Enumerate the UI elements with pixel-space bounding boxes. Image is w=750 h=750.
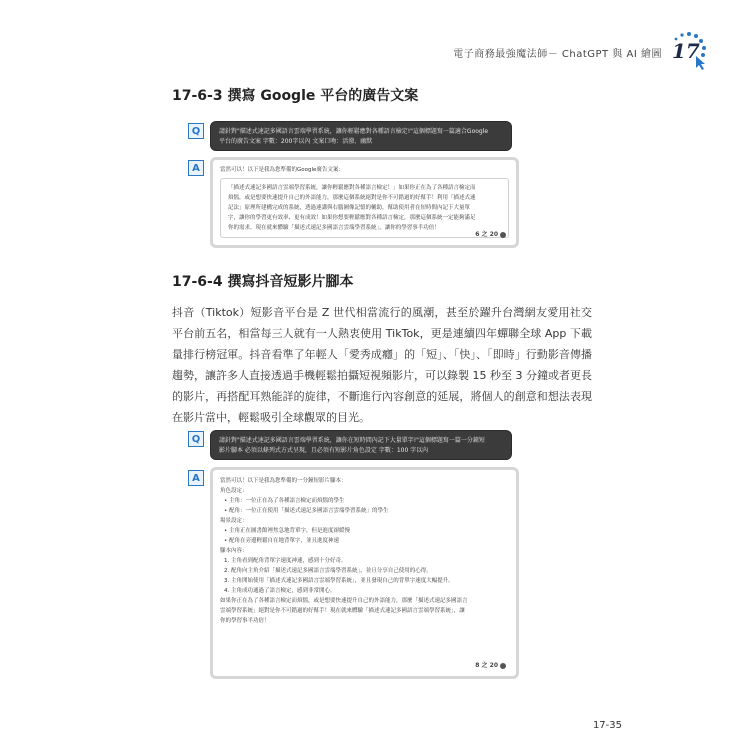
answer-line: 字，讓你的學習更有效率、更有成效！如果你想要輕鬆應對各種語言檢定，那麼這個系統一定能夠滿足	[228, 215, 476, 221]
answer-line: 場景設定：	[220, 518, 248, 524]
question-line: 平台的廣告文案 字數：200字以內 文案口吻：活潑、幽默	[219, 138, 373, 145]
section-heading-tiktok-script: 17-6-4 撰寫抖音短影片腳本	[172, 274, 354, 290]
page-number: 17-35	[592, 720, 622, 731]
running-title: 電子商務最強魔法師－ ChatGPT 與 AI 繪圖	[453, 48, 662, 60]
answer-marker: A	[188, 160, 204, 176]
answer-line: 3. 主角開始使用「描述式速記多國語言雲端學習系統」，並且發現自己的背單字速度大幅提升。	[224, 578, 454, 584]
answer-line: 雲端學習系統」絕對是你不可錯過的好幫手！現在就來體驗「描述式速記多國語言雲端學習系統」，讓	[220, 608, 465, 614]
answer-line: 煩惱，或是想要快速提升自己的外語能力，那麼這個系統絕對是你不可錯過的好幫手！利用「描述式速	[228, 195, 476, 201]
chapter-number: 17	[672, 39, 700, 63]
answer-line: 1. 主角看到配角背單字速度神速，感到十分好奇。	[224, 558, 347, 564]
answer-line: 你的學習事半功倍！	[220, 618, 270, 624]
answer-line: • 主角正在圖書館裡焦急地背單字，但是進度卻緩慢	[224, 528, 350, 534]
answer-line: 當然可以！以下是我為您準備的一分鐘短影片腳本：	[220, 478, 347, 484]
question-line: 影片腳本 必須以條列式方式呈現，且必須有短影片角色設定 字數：100 字以內	[219, 447, 429, 454]
question-line: 請針對"描述式速記多國語言雲端學習系統，讓你在短時間內記下大量單字!"這個標題寫一篇一分鐘短	[219, 437, 485, 444]
body-paragraph: 抖音（Tiktok）短影音平台是 Z 世代相當流行的風潮，甚至於躍升台灣網友愛用社交平台前五名，相當每三人就有一人熱衷使用 TikTok，更是連續四年蟬聯全球 App 下載量排行榜冠軍。抖音看準了年輕人「愛秀成癮」的「短」、「快」、「即時」行動影音傳播趨勢，讓許多人直接透過手機輕鬆拍攝短視頻影片，可以錄製 15 秒至 3 分鐘或者更長的影片，再搭配耳熟能詳的旋律，不斷進行內容創意的延展，將個人的創意和想法表現在影片當中，輕鬆吸引全球觀眾的目光。	[172, 306, 592, 424]
question-screenshot	[210, 121, 512, 151]
answer-page-indicator	[475, 230, 506, 240]
answer-page-indicator	[475, 661, 506, 671]
question-marker: Q	[188, 123, 204, 139]
question-line: 請針對"描述式速記多國語言雲端學習系統，讓你輕鬆應對各種語言檢定!"這個標題寫一篇適合Google	[219, 128, 489, 135]
page-indicator-text: 8 之 20	[475, 662, 498, 669]
question-screenshot	[210, 430, 512, 460]
answer-line: • 配角在旁邊輕鬆自在地背單字，並且進度神速	[224, 538, 339, 544]
running-header	[453, 30, 708, 70]
answer-line: 記法」原理所建構完成的系統，透過連講與右腦圖像記憶的輔助，幫助使用者在短時間內記下大量單	[228, 205, 471, 211]
section-heading-google-ad: 17-6-3 撰寫 Google 平台的廣告文案	[172, 88, 419, 104]
page-indicator-dot-icon	[500, 663, 506, 669]
chapter-badge	[668, 30, 708, 70]
answer-line: • 主角：一位正在為了各種語言檢定而煩惱的學生	[224, 498, 345, 504]
answer-screenshot	[210, 157, 519, 248]
answer-content	[220, 178, 509, 238]
answer-line: 角色設定：	[220, 488, 248, 494]
answer-line: 2. 配角向主角介紹「描述式速記多國語言雲端學習系統」，並且分享自己使用的心得。	[224, 568, 432, 574]
answer-line: 你的需求。現在就來體驗「描述式速記多國語言雲端學習系統」，讓你的學習事半功倍！	[228, 225, 440, 231]
answer-intro: 當然可以！以下是我為您準備的Google廣告文案：	[220, 167, 344, 173]
page-indicator-dot-icon	[500, 232, 506, 238]
answer-screenshot	[210, 467, 519, 679]
answer-line: 4. 主角成功通過了語言檢定，感到非常開心。	[224, 588, 336, 594]
answer-marker: A	[188, 470, 204, 486]
answer-line: 腳本內容：	[220, 548, 248, 554]
question-marker: Q	[188, 431, 204, 447]
answer-line: 如果你正在為了各種語言檢定而煩惱，或是想要快速提升自己的外語能力，那麼「描述式速記多國語言	[220, 598, 468, 604]
page-indicator-text: 6 之 20	[475, 231, 498, 238]
answer-line: 「描述式速記多國語言雲端學習系統，讓你輕鬆應對各種語言檢定！」如果你正在為了各種語言檢定而	[228, 185, 476, 191]
answer-line: • 配角：一位正在使用「描述式速記多國語言雲端學習系統」的學生	[224, 508, 389, 514]
